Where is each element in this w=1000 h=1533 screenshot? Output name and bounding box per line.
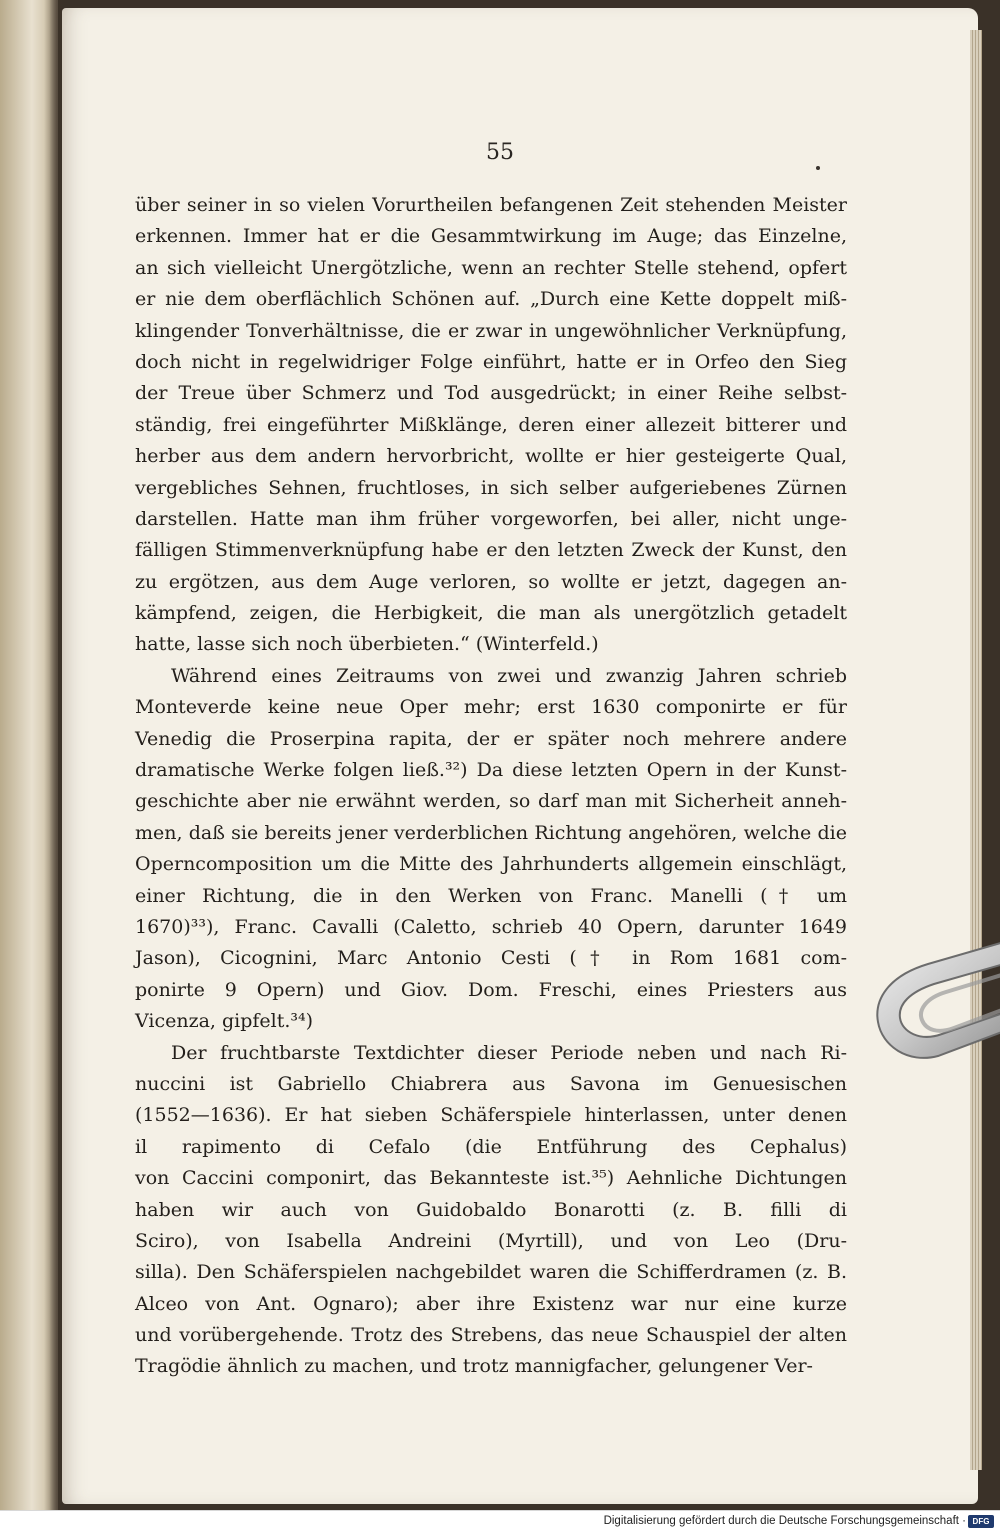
page-stack-edge [970,30,982,1470]
text-line: kämpfend, zeigen, die Herbigkeit, die man als unergötzlich getadelt [135,602,847,625]
page-clip-icon [868,930,1000,1070]
text-line: er nie dem oberflächlich Schönen auf. „Durch eine Kette doppelt miß- [135,288,847,311]
text-line: klingender Tonverhältnisse, die er zwar in ungewöhnlicher Verknüpfung, [135,319,847,342]
text-line: Sciro), von Isabella Andreini (Myrtill), und von Leo (Dru- [135,1229,847,1252]
text-line: Alceo von Ant. Ognaro); aber ihre Existenz war nur eine kurze [135,1292,847,1315]
ink-speck [816,166,820,170]
page-number: 55 [486,140,514,165]
text-line: geschichte aber nie erwähnt werden, so darf man mit Sicherheit anneh- [135,790,847,813]
text-line: und vorübergehende. Trotz des Strebens, das neue Schauspiel der alten [135,1324,847,1347]
text-line: von Caccini componirt, das Bekannteste ist.³⁵) Aehnliche Dichtungen [135,1167,847,1190]
body-text [135,190,847,1383]
text-line: dramatische Werke folgen ließ.³²) Da diese letzten Opern in der Kunst- [135,759,847,782]
text-line: erkennen. Immer hat er die Gesammtwirkung im Auge; das Einzelne, [135,225,847,248]
text-line: Monteverde keine neue Oper mehr; erst 1630 componirte er für [135,696,847,719]
text-line: an sich vielleicht Unergötzliche, wenn an rechter Stelle stehend, opfert [135,256,847,279]
text-line: Während eines Zeitraums von zwei und zwanzig Jahren schrieb [171,664,847,687]
funding-notice: Digitalisierung gefördert durch die Deutsche Forschungsgemeinschaft · [603,1515,966,1527]
text-line: silla). Den Schäferspielen nachgebildet waren die Schifferdramen (z. B. [135,1261,847,1284]
text-line: ständig, frei eingeführter Mißklänge, deren einer allezeit bitterer und [135,413,847,436]
text-line: der Treue über Schmerz und Tod ausgedrückt; in einer Reihe selbst- [135,382,847,405]
text-line: fälligen Stimmenverknüpfung habe er den letzten Zweck der Kunst, den [135,539,847,562]
text-line: il rapimento di Cefalo (die Entführung des Cephalus) [135,1135,847,1158]
text-line: Jason), Cicognini, Marc Antonio Cesti († in Rom 1681 com- [135,947,847,970]
text-line: Tragödie ähnlich zu machen, und trotz mannigfacher, gelungener Ver- [135,1355,813,1378]
text-line: Venedig die Proserpina rapita, der er später noch mehrere andere [135,727,847,750]
text-line: (1552—1636). Er hat sieben Schäferspiele hinterlassen, unter denen [135,1104,847,1127]
text-line: doch nicht in regelwidriger Folge einführt, hatte er in Orfeo den Sieg [135,350,847,373]
text-line: zu ergötzen, aus dem Auge verloren, so wollte er jetzt, dagegen an- [135,570,847,593]
text-line: herber aus dem andern hervorbricht, wollte er hier gesteigerte Qual, [135,445,847,468]
text-line: darstellen. Hatte man ihm früher vorgeworfen, bei aller, nicht unge- [135,507,847,530]
text-line: hatte, lasse sich noch überbieten.“ (Winterfeld.) [135,633,599,656]
text-line: ponirte 9 Opern) und Giov. Dom. Freschi, eines Priesters aus [135,978,847,1001]
text-line: Vicenza, gipfelt.³⁴) [135,1010,314,1033]
text-line: über seiner in so vielen Vorurtheilen befangenen Zeit stehenden Meister [135,194,847,216]
text-line: men, daß sie bereits jener verderblichen Richtung angehören, welche die [135,821,847,844]
text-line: haben wir auch von Guidobaldo Bonarotti (z. B. filli di [135,1198,847,1221]
text-line: nuccini ist Gabriello Chiabrera aus Savona im Genuesischen [135,1072,847,1095]
dfg-logo: DFG [968,1515,994,1528]
text-line: Der fruchtbarste Textdichter dieser Periode neben und nach Ri- [171,1041,847,1064]
footer-bar [0,1510,1000,1533]
text-line: Operncomposition um die Mitte des Jahrhunderts allgemein einschlägt, [135,853,847,876]
text-line: einer Richtung, die in den Werken von Franc. Manelli († um [135,884,847,907]
text-line: vergebliches Sehnen, fruchtloses, in sich selber aufgeriebenes Zürnen [135,476,847,499]
text-line: 1670)³³), Franc. Cavalli (Caletto, schrieb 40 Opern, darunter 1649 [135,915,847,938]
